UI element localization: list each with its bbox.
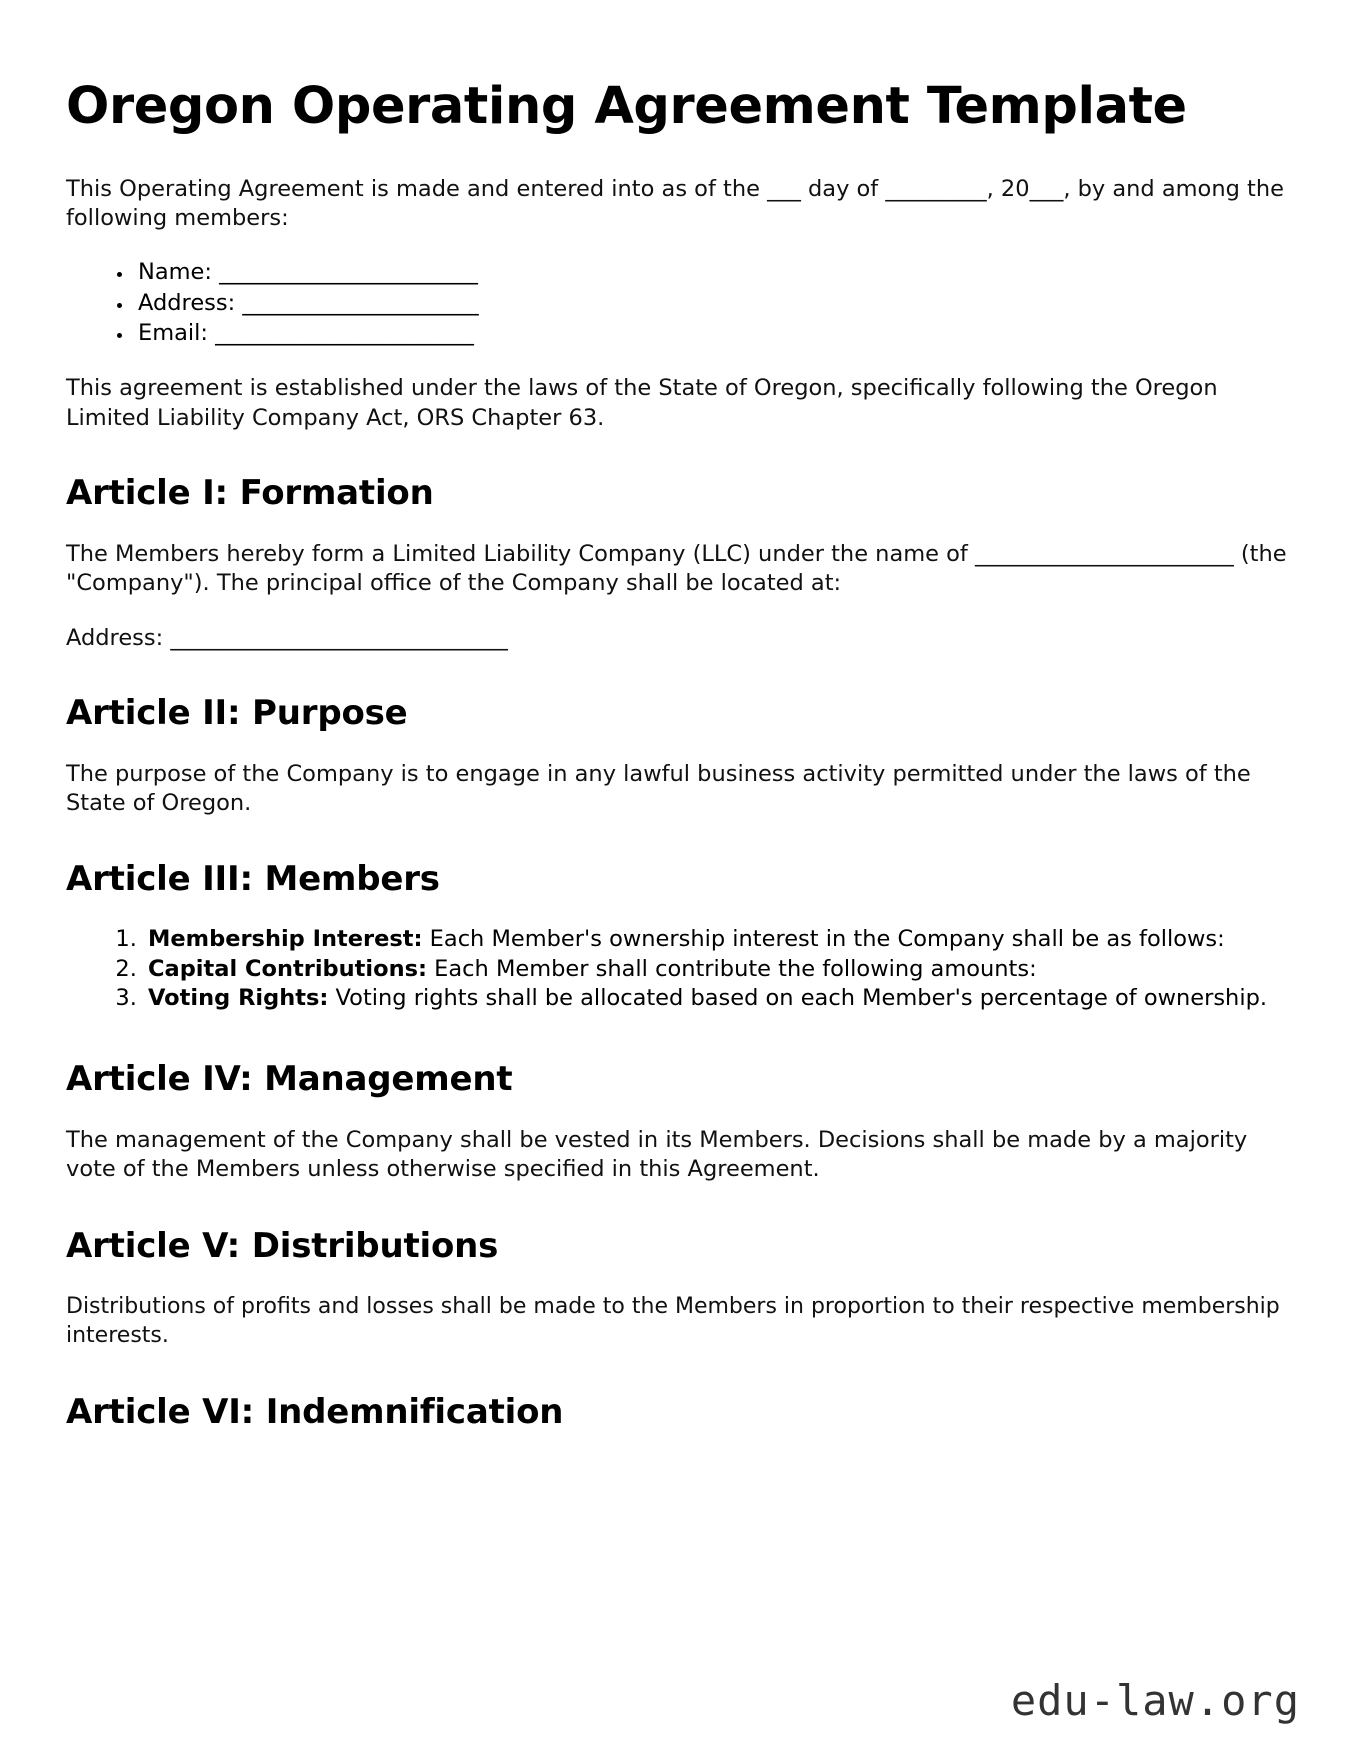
list-item [144,955,1296,984]
page-title: Oregon Operating Agreement Template [66,77,1187,136]
article-heading-ii: Article II: Purpose [66,693,408,734]
article-heading-iii: Article III: Members [66,858,440,899]
article-heading-vi: Article VI: Indemnification [66,1392,564,1433]
list-item: • Address: _____________________ [134,288,1296,318]
article-iv-paragraph: The management of the Company shall be vested in its Members. Decisions shall be made by a majority vote of the Members unless otherwise specified in this Agreement. [66,1126,1248,1183]
list-item [144,925,1296,954]
list-item-label: Capital Contributions: [148,955,428,982]
list-item-text: Each Member's ownership interest in the Company shall be as follows: [422,926,1225,953]
article-heading-i: Article I: Formation [66,472,434,513]
list-item-label: Membership Interest: [148,926,423,953]
article-heading-v: Article V: Distributions [66,1226,499,1267]
list-item [144,984,1296,1013]
list-item: • Name: _______________________ [134,257,1296,287]
list-item-text: Each Member shall contribute the following amounts: [427,955,1037,982]
list-item-label: Voting Rights: [148,984,329,1011]
article-i-paragraph: The Members hereby form a Limited Liability Company (LLC) under the name of _______________________ (the "Company"). The principal office of the Company shall be located at: [66,540,1287,596]
article-heading-iv: Article IV: Management [66,1059,513,1100]
governing-law-paragraph: This agreement is established under the laws of the State of Oregon, specifically following the Oregon Limited Liability Company Act, ORS Chapter 63. [66,375,1218,431]
list-item: • Email: _______________________ [134,318,1296,348]
article-i-address-line: Address: ______________________________ [66,625,508,652]
article-v-paragraph: Distributions of profits and losses shall be made to the Members in proportion to their respective membership interests. [66,1294,1280,1348]
intro-paragraph: This Operating Agreement is made and entered into as of the ___ day of _________, 20___, by and among the following members: [66,175,1284,231]
article-ii-paragraph: The purpose of the Company is to engage in any lawful business activity permitted under the laws of the State of Oregon. [66,761,1251,817]
list-item-text: Voting rights shall be allocated based on each Member's percentage of ownership. [328,984,1268,1011]
article-iii-list [66,925,1296,1013]
watermark-edu-law: edu-law.org [1010,1676,1300,1725]
member-field-list [66,257,1296,348]
